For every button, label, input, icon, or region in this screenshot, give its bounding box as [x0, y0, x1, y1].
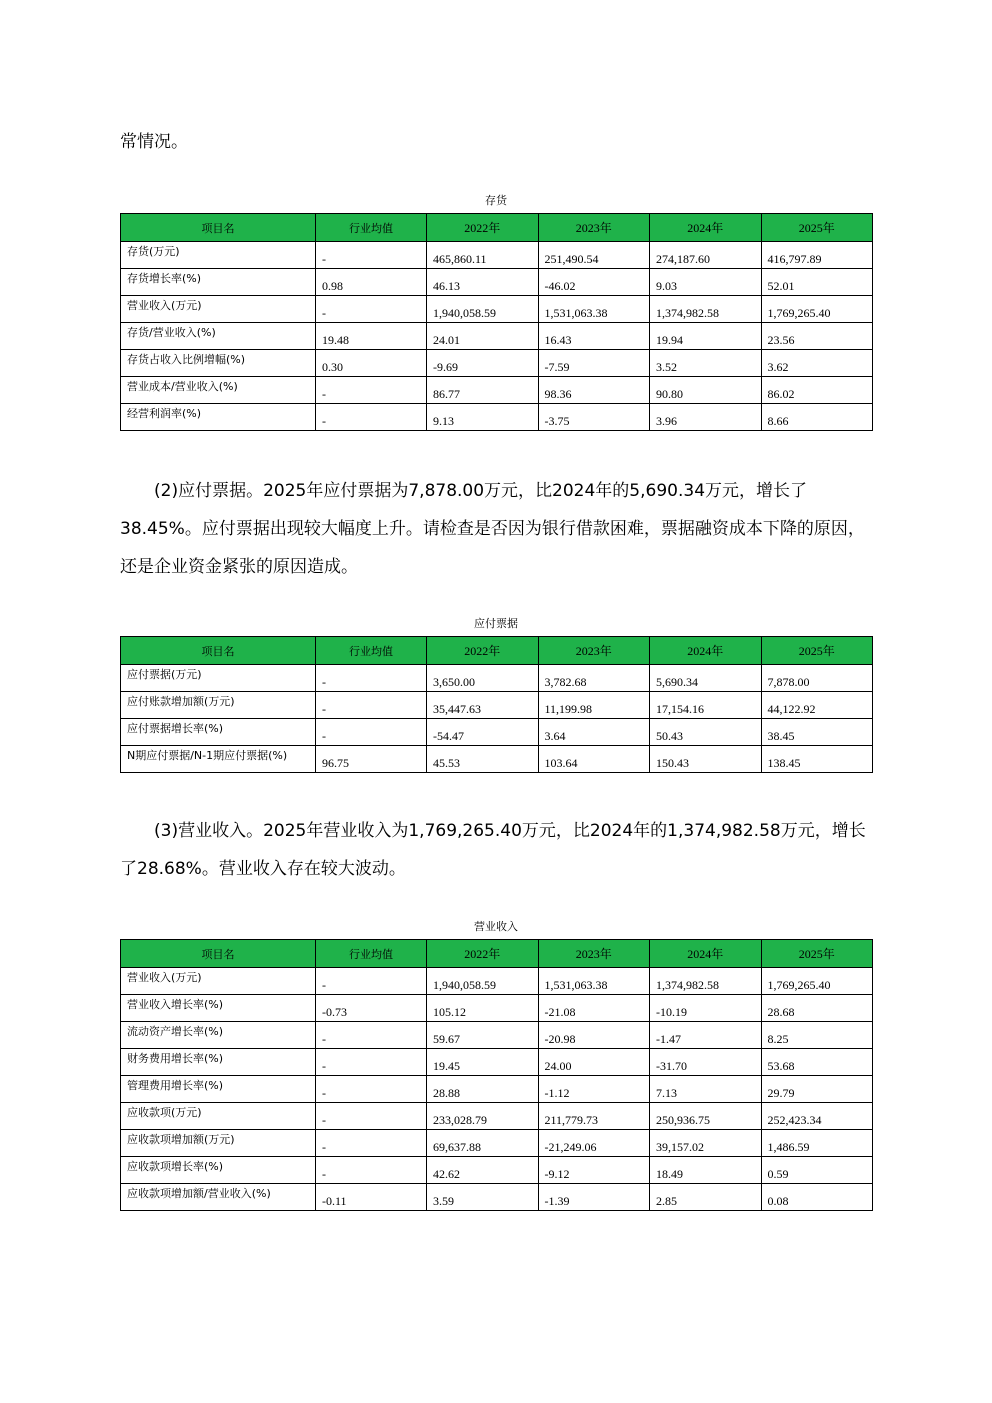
header-cell: 行业均值: [316, 214, 427, 242]
value-cell: 8.25: [761, 1022, 873, 1049]
value-cell: 45.53: [427, 746, 539, 773]
row-label-cell: 存货占收入比例增幅(%): [121, 350, 316, 377]
header-cell: 2023年: [538, 637, 650, 665]
table-header-row: [121, 637, 873, 665]
value-cell: 52.01: [761, 269, 873, 296]
value-cell: 1,531,063.38: [538, 968, 650, 995]
value-cell: 0.08: [761, 1184, 873, 1211]
value-cell: 46.13: [427, 269, 539, 296]
value-cell: 9.13: [427, 404, 539, 431]
value-cell: 44,122.92: [761, 692, 873, 719]
value-cell: -: [316, 1076, 427, 1103]
value-cell: 233,028.79: [427, 1103, 539, 1130]
value-cell: 90.80: [650, 377, 762, 404]
header-cell: 2022年: [427, 940, 539, 968]
row-label-cell: 营业收入增长率(%): [121, 995, 316, 1022]
value-cell: -: [316, 719, 427, 746]
table-row: [121, 1130, 873, 1157]
value-cell: -0.73: [316, 995, 427, 1022]
row-label-cell: 应付账款增加额(万元): [121, 692, 316, 719]
table-row: [121, 377, 873, 404]
value-cell: 1,374,982.58: [650, 968, 762, 995]
revenue-table: [120, 939, 873, 1211]
row-label-cell: 应收款项增加额(万元): [121, 1130, 316, 1157]
row-label-cell: 财务费用增长率(%): [121, 1049, 316, 1076]
table-caption-revenue: 营业收入: [474, 920, 518, 933]
value-cell: -: [316, 377, 427, 404]
value-cell: -: [316, 296, 427, 323]
value-cell: -: [316, 242, 427, 269]
row-label-cell: 存货增长率(%): [121, 269, 316, 296]
row-label-cell: 流动资产增长率(%): [121, 1022, 316, 1049]
value-cell: 3.96: [650, 404, 762, 431]
table-row: [121, 665, 873, 692]
table-row: [121, 1076, 873, 1103]
row-label-cell: 营业收入(万元): [121, 968, 316, 995]
value-cell: 150.43: [650, 746, 762, 773]
value-cell: 19.45: [427, 1049, 539, 1076]
value-cell: 251,490.54: [538, 242, 650, 269]
value-cell: 24.01: [427, 323, 539, 350]
value-cell: -9.69: [427, 350, 539, 377]
value-cell: -21.08: [538, 995, 650, 1022]
value-cell: 105.12: [427, 995, 539, 1022]
table-row: [121, 1049, 873, 1076]
value-cell: 16.43: [538, 323, 650, 350]
row-label-cell: 营业成本/营业收入(%): [121, 377, 316, 404]
value-cell: -: [316, 1049, 427, 1076]
row-label-cell: 应收款项增加额/营业收入(%): [121, 1184, 316, 1211]
value-cell: -1.39: [538, 1184, 650, 1211]
value-cell: 103.64: [538, 746, 650, 773]
row-label-cell: 应付票据(万元): [121, 665, 316, 692]
value-cell: 19.94: [650, 323, 762, 350]
table-row: [121, 1157, 873, 1184]
header-cell: 2022年: [427, 637, 539, 665]
table-row: [121, 968, 873, 995]
table-row: [121, 1184, 873, 1211]
table-row: [121, 692, 873, 719]
value-cell: -10.19: [650, 995, 762, 1022]
value-cell: -: [316, 1103, 427, 1130]
row-label-cell: 营业收入(万元): [121, 296, 316, 323]
table-row: [121, 323, 873, 350]
row-label-cell: 管理费用增长率(%): [121, 1076, 316, 1103]
row-label-cell: 应收款项增长率(%): [121, 1157, 316, 1184]
value-cell: -: [316, 1130, 427, 1157]
table-header-row: [121, 214, 873, 242]
header-cell: 2025年: [761, 940, 873, 968]
table-row: [121, 404, 873, 431]
header-cell: 2024年: [650, 637, 762, 665]
value-cell: 3.59: [427, 1184, 539, 1211]
value-cell: 1,769,265.40: [761, 968, 873, 995]
value-cell: -46.02: [538, 269, 650, 296]
value-cell: 1,769,265.40: [761, 296, 873, 323]
header-cell: 2025年: [761, 637, 873, 665]
intro-text: 常情况。: [120, 132, 188, 152]
value-cell: 23.56: [761, 323, 873, 350]
value-cell: -54.47: [427, 719, 539, 746]
header-cell: 2025年: [761, 214, 873, 242]
value-cell: 35,447.63: [427, 692, 539, 719]
value-cell: 1,531,063.38: [538, 296, 650, 323]
row-label-cell: 存货(万元): [121, 242, 316, 269]
value-cell: 53.68: [761, 1049, 873, 1076]
value-cell: -: [316, 1022, 427, 1049]
value-cell: 17,154.16: [650, 692, 762, 719]
value-cell: -: [316, 692, 427, 719]
value-cell: 28.68: [761, 995, 873, 1022]
value-cell: 3,782.68: [538, 665, 650, 692]
value-cell: 28.88: [427, 1076, 539, 1103]
value-cell: 0.30: [316, 350, 427, 377]
value-cell: 0.59: [761, 1157, 873, 1184]
value-cell: -31.70: [650, 1049, 762, 1076]
value-cell: -1.12: [538, 1076, 650, 1103]
table-row: [121, 1022, 873, 1049]
value-cell: 8.66: [761, 404, 873, 431]
value-cell: 2.85: [650, 1184, 762, 1211]
value-cell: 1,374,982.58: [650, 296, 762, 323]
value-cell: 5,690.34: [650, 665, 762, 692]
value-cell: 465,860.11: [427, 242, 539, 269]
inventory-table: [120, 213, 873, 431]
value-cell: -: [316, 404, 427, 431]
value-cell: 1,940,058.59: [427, 296, 539, 323]
value-cell: 250,936.75: [650, 1103, 762, 1130]
value-cell: 38.45: [761, 719, 873, 746]
table-row: [121, 1103, 873, 1130]
row-label-cell: 存货/营业收入(%): [121, 323, 316, 350]
value-cell: 3.52: [650, 350, 762, 377]
value-cell: 18.49: [650, 1157, 762, 1184]
value-cell: 50.43: [650, 719, 762, 746]
value-cell: -1.47: [650, 1022, 762, 1049]
header-cell: 2023年: [538, 940, 650, 968]
value-cell: 96.75: [316, 746, 427, 773]
table-row: [121, 995, 873, 1022]
paragraph-notes-payable: (2)应付票据。2025年应付票据为7,878.00万元，比2024年的5,690.34万元，增长了38.45%。应付票据出现较大幅度上升。请检查是否因为银行借款困难，票据融资成本下降的原因，还是企业资金紧张的原因造成。: [120, 481, 865, 577]
value-cell: -: [316, 968, 427, 995]
value-cell: 274,187.60: [650, 242, 762, 269]
value-cell: 416,797.89: [761, 242, 873, 269]
row-label-cell: 经营利润率(%): [121, 404, 316, 431]
value-cell: -: [316, 1157, 427, 1184]
value-cell: -: [316, 665, 427, 692]
value-cell: 98.36: [538, 377, 650, 404]
value-cell: 0.98: [316, 269, 427, 296]
value-cell: 211,779.73: [538, 1103, 650, 1130]
table-row: [121, 746, 873, 773]
value-cell: -21,249.06: [538, 1130, 650, 1157]
value-cell: 1,486.59: [761, 1130, 873, 1157]
paragraph-revenue: (3)营业收入。2025年营业收入为1,769,265.40万元，比2024年的1,374,982.58万元，增长了28.68%。营业收入存在较大波动。: [120, 821, 866, 879]
value-cell: 3.62: [761, 350, 873, 377]
value-cell: 252,423.34: [761, 1103, 873, 1130]
header-cell: 2024年: [650, 214, 762, 242]
value-cell: 24.00: [538, 1049, 650, 1076]
value-cell: 42.62: [427, 1157, 539, 1184]
row-label-cell: N期应付票据/N-1期应付票据(%): [121, 746, 316, 773]
value-cell: -0.11: [316, 1184, 427, 1211]
header-cell: 项目名: [121, 940, 316, 968]
table-caption-inventory: 存货: [485, 194, 507, 207]
value-cell: 1,940,058.59: [427, 968, 539, 995]
value-cell: 3,650.00: [427, 665, 539, 692]
header-cell: 2022年: [427, 214, 539, 242]
header-cell: 2024年: [650, 940, 762, 968]
value-cell: 19.48: [316, 323, 427, 350]
value-cell: 7.13: [650, 1076, 762, 1103]
header-cell: 2023年: [538, 214, 650, 242]
value-cell: 29.79: [761, 1076, 873, 1103]
value-cell: 86.02: [761, 377, 873, 404]
table-row: [121, 242, 873, 269]
value-cell: 3.64: [538, 719, 650, 746]
header-cell: 项目名: [121, 214, 316, 242]
header-cell: 项目名: [121, 637, 316, 665]
value-cell: 69,637.88: [427, 1130, 539, 1157]
table-row: [121, 296, 873, 323]
row-label-cell: 应收款项(万元): [121, 1103, 316, 1130]
value-cell: 59.67: [427, 1022, 539, 1049]
notes-payable-table: [120, 636, 873, 773]
value-cell: 39,157.02: [650, 1130, 762, 1157]
value-cell: -3.75: [538, 404, 650, 431]
value-cell: 9.03: [650, 269, 762, 296]
value-cell: -9.12: [538, 1157, 650, 1184]
table-row: [121, 719, 873, 746]
table-row: [121, 269, 873, 296]
table-header-row: [121, 940, 873, 968]
header-cell: 行业均值: [316, 637, 427, 665]
value-cell: 11,199.98: [538, 692, 650, 719]
value-cell: 7,878.00: [761, 665, 873, 692]
table-row: [121, 350, 873, 377]
value-cell: -20.98: [538, 1022, 650, 1049]
table-caption-notes-payable: 应付票据: [474, 617, 518, 630]
value-cell: 138.45: [761, 746, 873, 773]
value-cell: 86.77: [427, 377, 539, 404]
row-label-cell: 应付票据增长率(%): [121, 719, 316, 746]
value-cell: -7.59: [538, 350, 650, 377]
header-cell: 行业均值: [316, 940, 427, 968]
